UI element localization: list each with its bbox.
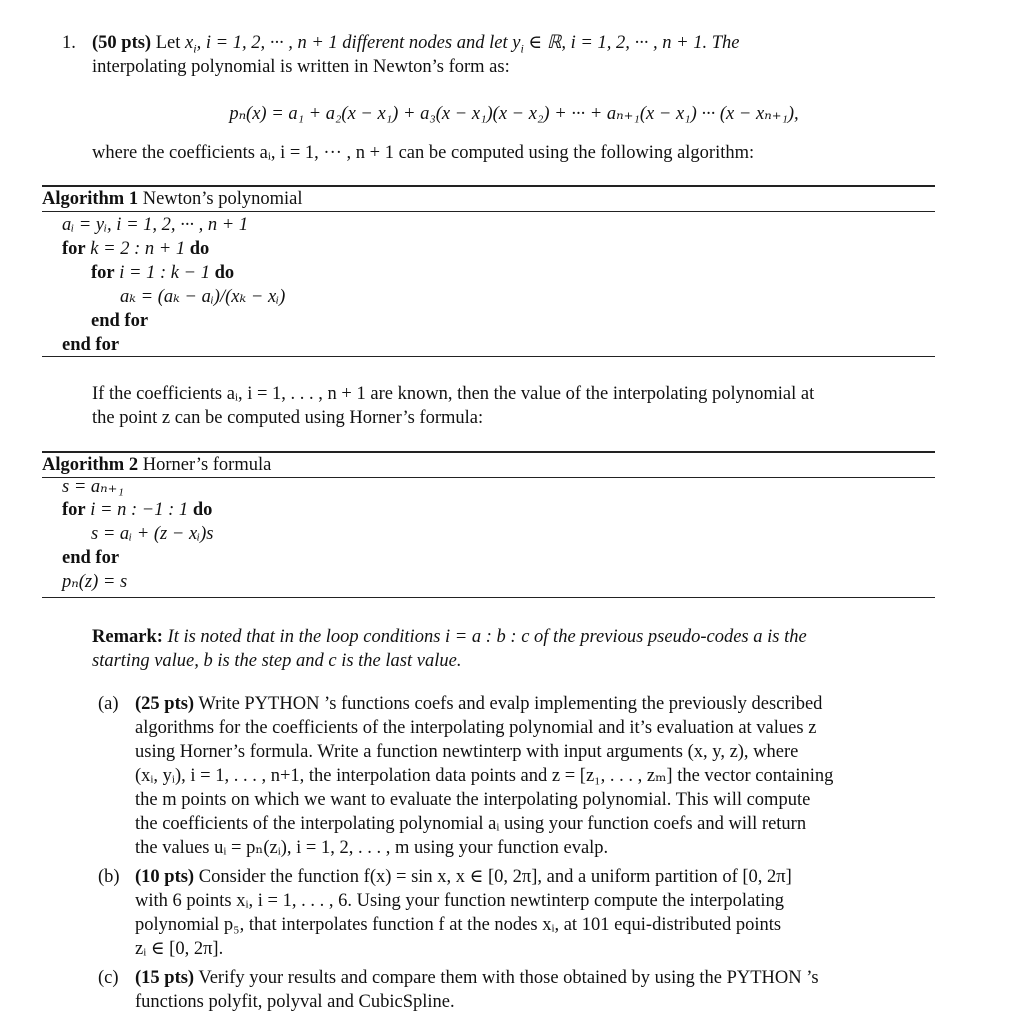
part-a-label: (a) [98,694,119,714]
part-a-line-6: the coefficients of the interpolating polynomial aᵢ using your function coefs and will return [135,814,807,834]
newton-form-formula: pₙ(x) = a₁ + a₂(x − x₁) + a₃(x − x₁)(x − x₂) + ··· + aₙ₊₁(x − x₁) ··· (x − xₙ₊₁), [229,104,799,124]
problem-intro-line2: interpolating polynomial is written in Newton’s form as: [92,57,510,77]
part-a-line-5: the m points on which we want to evaluate the interpolating polynomial. This will compute [135,790,811,810]
part-a-line-3: using Horner’s formula. Write a function newtinterp with input arguments (x, y, z), where [135,742,799,762]
alg1-title: Newton’s polynomial [142,189,303,209]
alg1-line-6: end for [62,335,120,355]
part-c-body [135,966,936,1014]
problem-intro-line1: (50 pts) Let $x_i$, i = 1, 2, ··· , n + 1 different nodes and let $y_i$ ∈ ℝ, i = 1, 2, ··· , n + 1. The [92,33,740,56]
alg1-line-3: for i = 1 : k − 1 do [91,263,235,283]
intro-var-x: x [185,33,194,53]
problem-points: (50 pts) [92,33,152,53]
alg1-bottom-rule [42,356,935,357]
alg2-line-5: pₙ(z) = s [62,572,128,592]
alg2-line-4: end for [62,548,120,568]
alg1-line-4: aₖ = (aₖ − aᵢ)/(xₖ − xᵢ) [120,287,286,307]
part-b-line-2: with 6 points xᵢ, i = 1, . . . , 6. Using your function newtinterp compute the interpolating [135,891,785,911]
part-a-line-7: the values uᵢ = pₙ(zᵢ), i = 1, 2, . . . , m using your function evalp. [135,838,609,858]
part-b-points: (10 pts) [135,867,195,887]
alg2-line-3: s = aᵢ + (z − xᵢ)s [91,524,214,544]
remark-label: Remark: [92,627,163,647]
remark-line1 [92,625,807,649]
alg2-title: Horner’s formula [142,455,272,475]
alg2-line-1: s = aₙ₊₁ [62,477,124,497]
part-b-body [135,865,936,961]
part-c-label: (c) [98,968,119,988]
part-a-line-1: Write PYTHON ’s functions coefs and evalp implementing the previously described [198,694,823,714]
alg2-bottom-rule [42,597,935,598]
alg1-line-1: aᵢ = yᵢ, i = 1, 2, ··· , n + 1 [62,215,249,235]
horner-intro-line2: the point z can be computed using Horner’s formula: [92,408,484,428]
part-b-line-1: Consider the function f(x) = sin x, x ∈ [0, 2π], and a uniform partition of [0, 2π] [198,867,792,887]
remark-line2: starting value, b is the step and c is the last value. [92,651,462,671]
alg1-caption [42,187,303,211]
remark-text-1: It is noted that in the loop conditions i = a : b : c of the previous pseudo-codes a is the [167,627,807,647]
part-c-line-1: Verify your results and compare them with those obtained by using the PYTHON ’s [198,968,819,988]
intro-text-a: Let [155,33,186,53]
part-a-body [135,692,936,860]
intro-text-e: ∈ ℝ, i = 1, 2, ··· , n + 1. The [523,33,740,53]
part-a-points: (25 pts) [135,694,195,714]
alg2-label: Algorithm 2 [42,455,139,475]
alg1-line-2: for k = 2 : n + 1 do [62,239,210,259]
alg1-label: Algorithm 1 [42,189,139,209]
where-line: where the coefficients aᵢ, i = 1, ··· , n + 1 can be computed using the following algorithm: [92,143,755,163]
problem-number: 1. [62,33,76,53]
intro-text-c: , i = 1, 2, ··· , n + 1 different nodes and let [196,33,513,53]
alg1-caption-rule [42,211,935,212]
part-c-line-2: functions polyfit, polyval and CubicSpline. [135,992,455,1012]
alg1-line-5: end for [91,311,149,331]
part-b-line-3: polynomial p₅, that interpolates function f at the nodes xᵢ, at 101 equi-distributed points [135,915,782,935]
alg2-line-2: for i = n : −1 : 1 do [62,500,213,520]
intro-var-y: y [512,33,521,53]
part-a-line-2: algorithms for the coefficients of the interpolating polynomial and it’s evaluation at values z [135,718,817,738]
part-b-line-4: zᵢ ∈ [0, 2π]. [135,939,224,959]
part-b-label: (b) [98,867,120,887]
part-c-points: (15 pts) [135,968,195,988]
alg2-caption [42,453,271,477]
part-a-line-4: (xᵢ, yᵢ), i = 1, . . . , n+1, the interpolation data points and z = [z₁, . . . , zₘ] the vector containing [135,766,834,786]
alg2-caption-rule [42,477,935,478]
horner-intro-line1: If the coefficients aᵢ, i = 1, . . . , n + 1 are known, then the value of the interpolating polynomial at [92,384,815,404]
